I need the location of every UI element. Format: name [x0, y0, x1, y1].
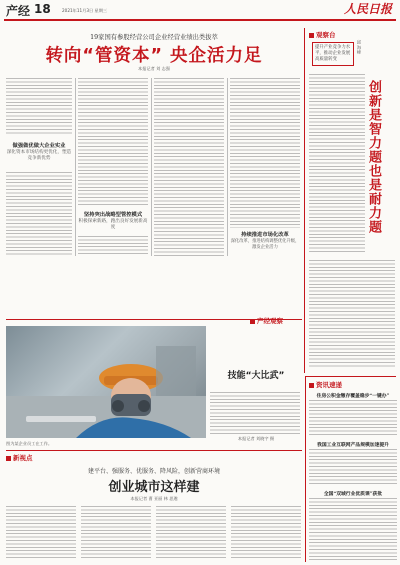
industry-photo — [6, 326, 206, 438]
sidebar-vertical-headline: 创新是智力题也是耐力题 — [366, 80, 381, 234]
news-item-2-body — [309, 449, 397, 485]
news-item-3-body — [309, 498, 397, 560]
lead-body-col-1 — [6, 78, 72, 136]
subhead-2: 坚持突出战略型管控模式 — [83, 212, 143, 218]
new-view-section: 新视点 — [6, 453, 33, 462]
date-line: 2021年11月3日 星期三 — [62, 8, 108, 13]
new-view-kicker: 建平台、强服务、优服务、降风险，创新营商环境 — [87, 468, 220, 475]
new-view-body-col-2 — [81, 506, 151, 560]
new-view-body-col-3 — [156, 506, 226, 560]
news-item-1-headline: 住房公积金缴存覆盖稳步“一键办” — [316, 393, 390, 399]
news-item-2-headline: 我国工业互联网产品规模加速提升 — [317, 442, 389, 448]
lead-headline: 转向“管资本” 央企活力足 — [45, 46, 263, 66]
worker-illustration — [6, 326, 206, 438]
new-view-body-col-4 — [231, 506, 301, 560]
subhead-3: 持续推进市场化改革 — [241, 232, 289, 238]
logo: 人民日报 — [343, 2, 392, 16]
lead-body-col-1b — [6, 172, 72, 256]
lead-kicker: 19家国有参股经营公司企业经营业绩出类拔萃 — [90, 34, 218, 41]
lead-body-col-2b — [78, 236, 148, 256]
sidebar-intro — [312, 42, 354, 66]
page-number: 18 — [34, 2, 51, 16]
sidebar-intro-text: 提升产业竞争力水平，推动企业发展高质量转变 — [315, 45, 351, 62]
subhead-3-deck: 深化改革，推进结构调整优化升级，激发企业活力 — [230, 239, 300, 250]
new-view-headline: 创业城市这样建 — [108, 480, 200, 495]
new-view-body-col-1 — [6, 506, 76, 560]
industry-watch-section: 产经观察 — [250, 316, 283, 325]
industry-body — [210, 392, 300, 436]
news-item-1-body — [309, 400, 397, 436]
sidebar-body — [309, 260, 395, 368]
lead-body-col-4 — [230, 78, 300, 228]
lead-body-col-3 — [154, 78, 224, 256]
news-express-section: 资讯速递 — [309, 380, 342, 389]
photo-caption: 图为某企业员工在工作。 — [6, 441, 53, 446]
subhead-1: 做强做优做大企业实业 — [12, 143, 66, 149]
sidebar-byline: 邱 海峰 — [357, 40, 362, 54]
sidebar-body-top — [309, 74, 365, 254]
lead-byline: 本报记者 刘 志强 — [138, 66, 170, 71]
lead-body-col-2 — [78, 78, 148, 206]
section-title: 产经 — [6, 4, 31, 18]
subhead-1-deck: 深化资本市场结构更优化，塑造竞争新优势 — [6, 150, 72, 161]
industry-headline: 技能“大比武” — [227, 371, 285, 381]
sidebar-section: 观察台 — [309, 30, 336, 39]
subhead-2-deck: 积极探索新路，跑出良好发展新高度 — [78, 219, 148, 230]
masthead-rule — [4, 19, 396, 21]
new-view-byline: 本报记者 曹 亚丽 林 思邈 — [130, 496, 178, 501]
photo-author: 本报记者 刘晓宇 摄 — [237, 436, 275, 441]
news-item-3-headline: 全国“双城行业优质课”获批 — [323, 491, 383, 497]
masthead — [0, 0, 400, 20]
